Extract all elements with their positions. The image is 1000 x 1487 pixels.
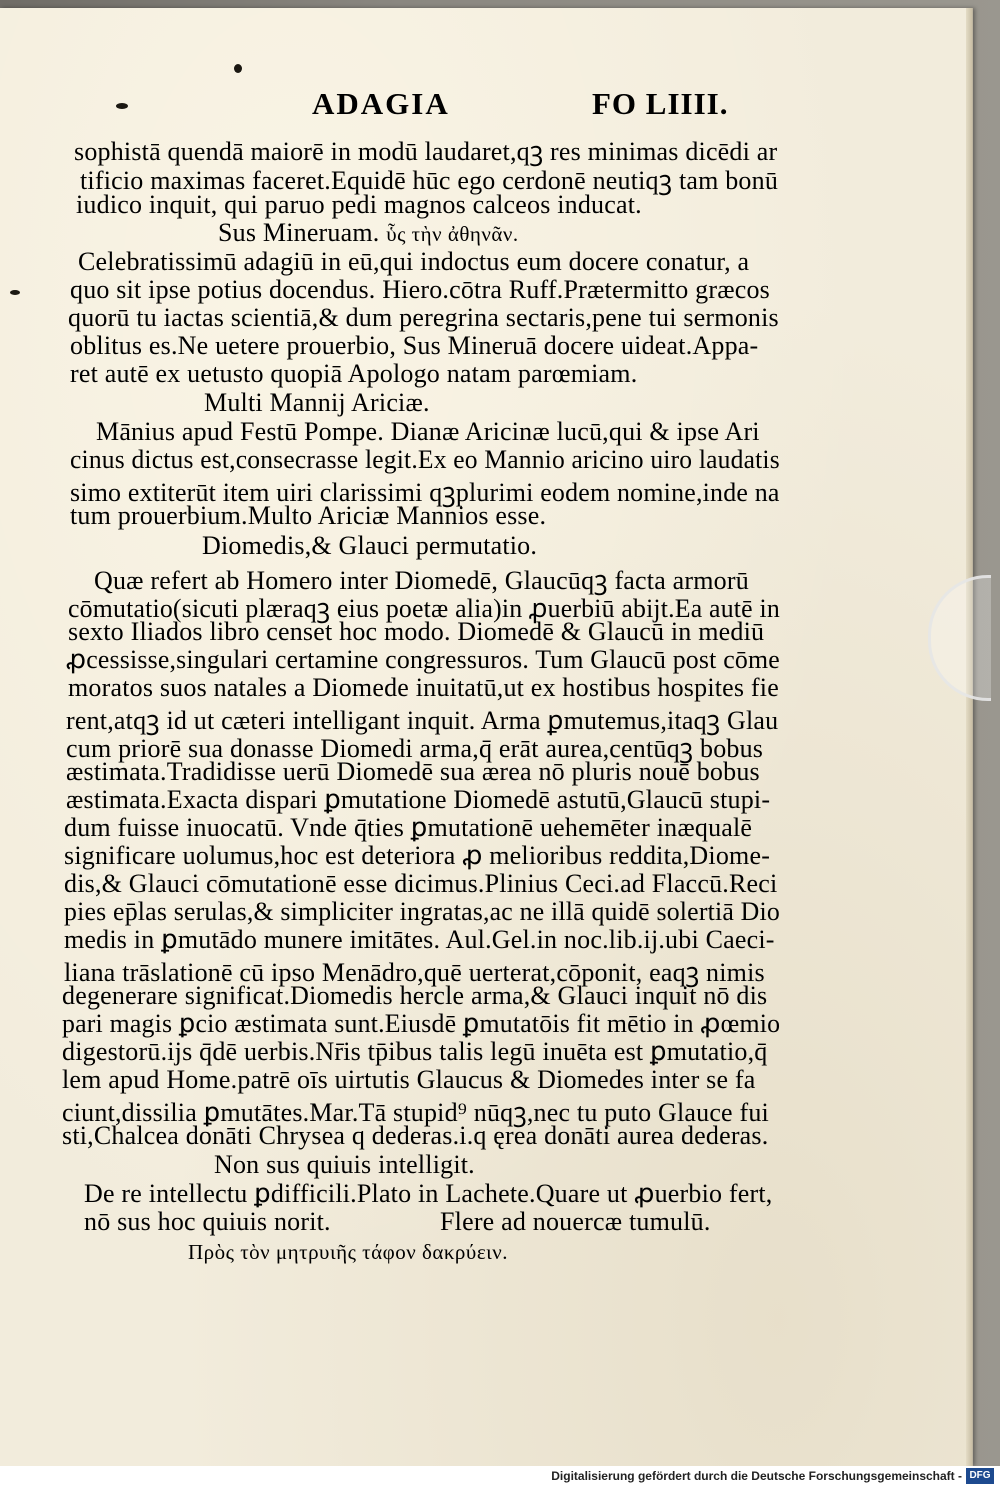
digitization-credit: Digitalisierung gefördert durch die Deutsche Forschungsgemeinschaft -	[551, 1469, 962, 1483]
text-line: ꝓcessisse,singulari certamine congressuros. Tum Glaucū post cōme	[66, 645, 780, 674]
text-line: sexto Iliados libro censet hoc modo. Diomedē & Glaucū in mediū	[68, 617, 765, 646]
text-line: pari magis ꝑcio æstimata sunt.Eiusdē ꝑmutatōis fit mētio in ꝓœmio	[62, 1009, 781, 1038]
text-line: quo sit ipse potius docendus. Hiero.cōtra Ruff.Prætermitto græcos	[70, 275, 770, 304]
heading-non-sus: Non sus quiuis intelligit.	[214, 1150, 475, 1179]
heading-sus-minervam	[218, 218, 519, 248]
text-line: æstimata.Exacta dispari ꝑmutatione Diomedē astutū,Glaucū stupi-	[66, 785, 771, 814]
text-line: liana trāslationē cū ipso Menādro,quē uerterat,cōponit, eaqꝫ nimis	[64, 958, 765, 987]
text-line: oblitus es.Ne uetere prouerbio, Sus Mineruā docere uideat.Appa-	[70, 331, 759, 360]
text-line: cinus dictus est,consecrasse legit.Ex eo Mannio aricino uiro laudatis	[70, 445, 780, 474]
text-line: simo extiterūt item uiri clarissimi qꝫplurimi eodem nomine,inde na	[70, 478, 780, 507]
footer-bar	[0, 1466, 1000, 1487]
folio-number: FO LIIII.	[592, 86, 729, 121]
text-line: significare uolumus,hoc est deteriora ꝓ melioribus reddita,Diome-	[64, 841, 771, 870]
ink-spot	[234, 64, 242, 73]
dfg-logo: DFG	[966, 1468, 994, 1484]
text-line: Quæ refert ab Homero inter Diomedē, Glaucūqꝫ facta armorū	[94, 566, 749, 595]
text-line: rent,atqꝫ id ut cæteri intelligant inquit. Arma ꝑmutemus,itaqꝫ Glau	[66, 706, 779, 735]
heading-multi-mannij: Multi Mannij Ariciæ.	[204, 388, 430, 417]
text-line: æstimata.Tradidisse uerū Diomedē sua ærea nō pluris nouē bobus	[66, 757, 760, 786]
text-line: moratos suos natales a Diomede inuitatū,ut ex hostibus hospites fie	[68, 673, 779, 702]
text-line: cum priorē sua donasse Diomedi arma,q̄ erāt aurea,centūqꝫ bobus	[66, 734, 764, 763]
text-line: degenerare significat.Diomedis hercle arma,& Glauci inquit nō dis	[62, 981, 768, 1010]
text-line: nō sus hoc quiuis norit.	[84, 1207, 331, 1236]
text-line: iudico inquit, qui paruo pedi magnos calceos inducat.	[76, 190, 642, 219]
text-line: tificio maximas faceret.Equidē hūc ego cerdonē neutiqꝫ tam bonū	[80, 166, 779, 195]
greek-phrase: ὗς τὴν ἀθηνᾶν.	[386, 222, 519, 246]
text-line: ret autē ex uetusto quopiā Apologo natam parœmiam.	[70, 359, 638, 388]
text-line: Mānius apud Festū Pompe. Dianæ Aricinæ lucū,qui & ipse Ari	[96, 417, 760, 446]
text-line: digestorū.ijs q̄dē uerbis.Nr̄is tp̄ibus talis legū inuēta est ꝑmutatio,q̄	[62, 1037, 768, 1066]
text-line: sophistā quendā maiorē in modū laudaret,qꝫ res minimas dicēdi ar	[74, 137, 778, 166]
text-line: lem apud Home.patrē oīs uirtutis Glaucus & Diomedes inter se fa	[62, 1065, 756, 1094]
text-line: ciunt,dissilia ꝑmutātes.Mar.Tā stupid⁹ nūqꝫ,nec tu puto Glauce fui	[62, 1098, 769, 1127]
text-line: quorū tu iactas scientiā,& dum peregrina sectaris,pene tui sermonis	[68, 303, 779, 332]
text-line: De re intellectu ꝑdifficili.Plato in Lachete.Quare ut ꝓuerbio fert,	[84, 1179, 773, 1208]
heading-diomedis: Diomedis,& Glauci permutatio.	[202, 531, 538, 560]
running-head	[100, 86, 740, 126]
text-line: sti,Chalcea donāti Chrysea q dederas.i.q ęrea donāti aurea dederas.	[62, 1121, 769, 1150]
text-line: medis in ꝑmutādo munere imitātes. Aul.Gel.in noc.lib.ij.ubi Caeci-	[64, 925, 775, 954]
text-line: cōmutatio(sicuti plæraqꝫ eius poetæ alia)in ꝓuerbiū abijt.Ea autē in	[68, 594, 780, 623]
ink-spot	[10, 290, 20, 295]
greek-phrase: Πρὸς τὸν μητρυιῆς τάφον δακρύειν.	[188, 1240, 509, 1264]
text-line: Celebratissimū adagiū in eū,qui indoctus eum docere conatur, a	[78, 247, 750, 276]
text-line: dum fuisse inuocatū. Vnde q̄ties ꝑmutationē uehemēter inæqualē	[64, 813, 753, 842]
text-line: tum prouerbium.Multo Ariciæ Mannios esse.	[70, 501, 547, 530]
heading-flere-ad-novercae: Flere ad nouercæ tumulū.	[440, 1207, 711, 1236]
running-head-title: ADAGIA	[312, 86, 450, 121]
heading-text: Sus Mineruam.	[218, 218, 380, 247]
page-edge	[966, 8, 972, 1466]
text-line: dis,& Glauci cōmutationē esse dicimus.Plinius Ceci.ad Flaccū.Reci	[64, 869, 778, 898]
text-line: pies ep̄las serulas,& simpliciter ingratas,ac ne illā quidē solertiā Dio	[64, 897, 781, 926]
